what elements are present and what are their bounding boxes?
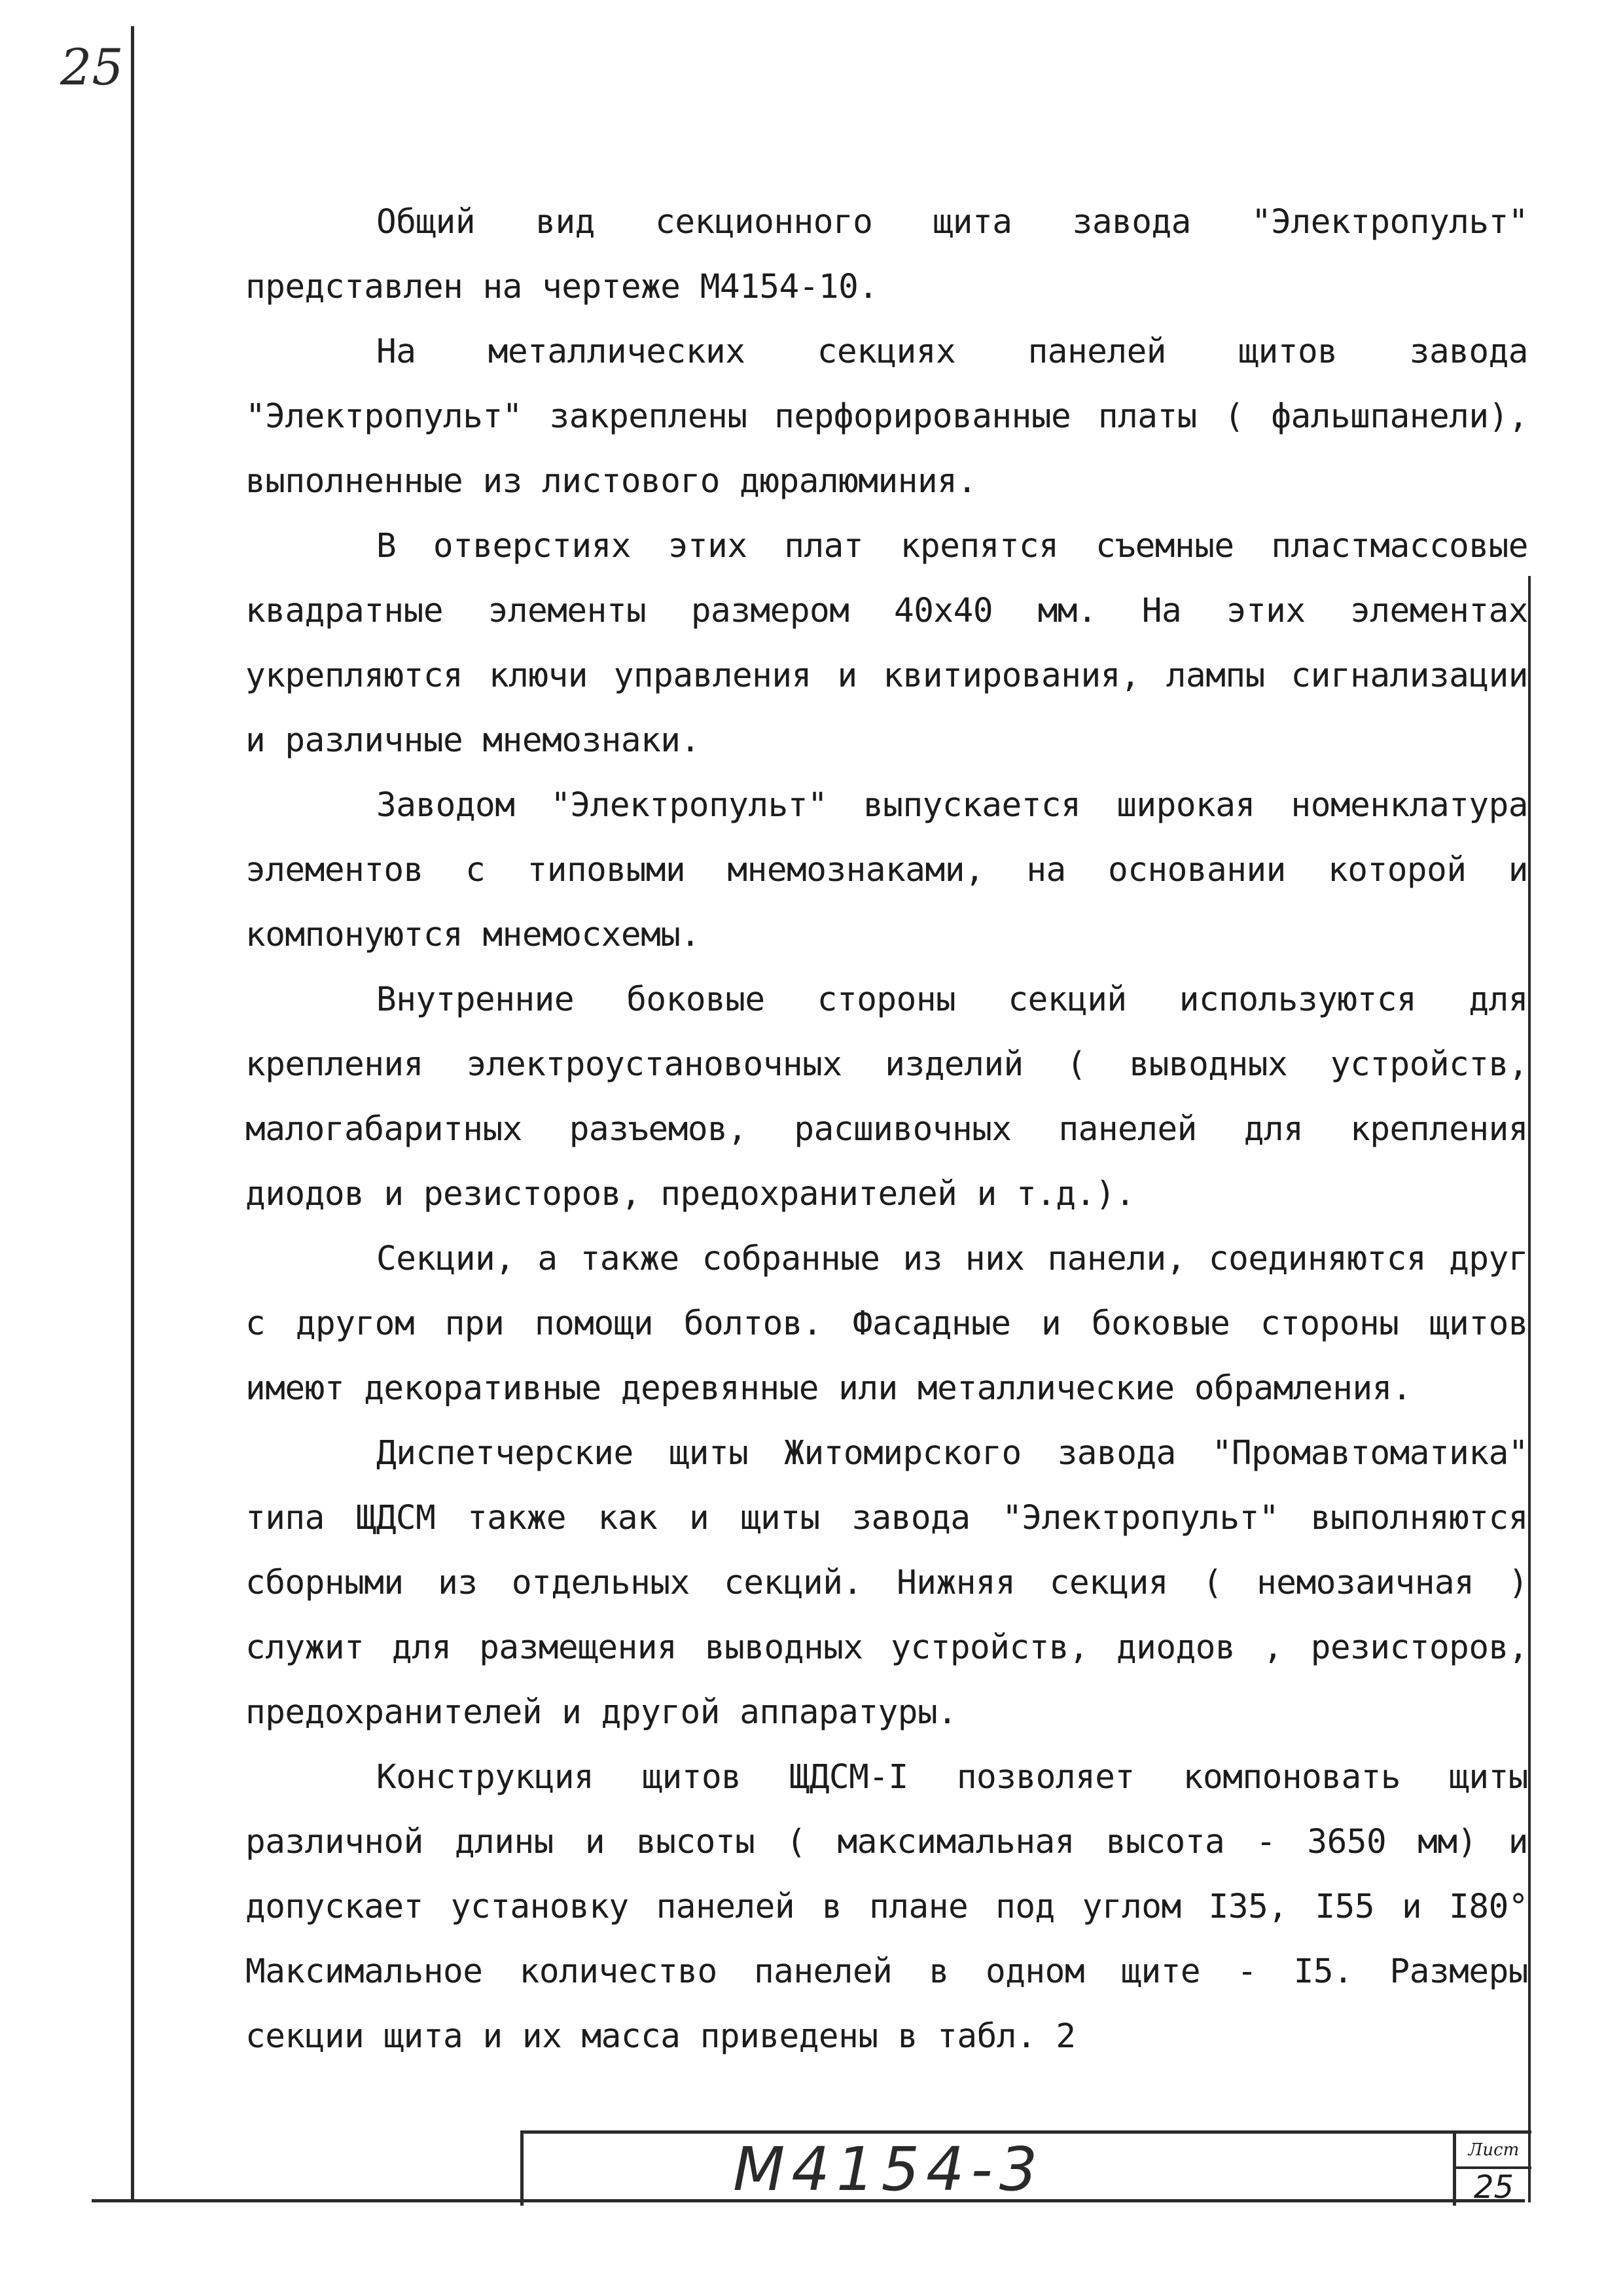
sheet-label: Лист: [1456, 2134, 1531, 2169]
sheet-number: 25: [1473, 2169, 1514, 2206]
right-frame-line: [1528, 576, 1531, 2202]
paragraph: Общий вид секционного щита завода "Электропульт" представлен на чертеже М4154-10.: [245, 203, 1528, 306]
paragraph: Заводом "Электропульт" выпускается широкая номенклатура элементов с типовыми мнемознаками, на основании которой и компонуются мнемосхемы.: [245, 786, 1528, 954]
paragraph: Диспетчерские щиты Житомирского завода "Промавтоматика" типа ЩДСМ также как и щиты завода "Электропульт" выполняются сборными из отдельных секций. Нижняя секция ( немозаичная ) служит для размещения выводных устройств, диодов , резисторов, предохранителей и другой аппаратуры.: [245, 1434, 1528, 1732]
paragraph: Конструкция щитов ЩДСМ-I позволяет компоновать щиты различной длины и высоты ( максимальная высота - 3650 мм) и допускает установку панелей в плане под углом I35, I55 и I80° Максимальное количество панелей в одном щите - I5. Размеры секции щита и их масса приведены в табл. 2: [245, 1758, 1528, 2056]
title-block-stamp: [520, 2130, 1531, 2206]
sheet-cell: [1453, 2134, 1531, 2206]
paragraph: В отверстиях этих плат крепятся съемные пластмассовые квадратные элементы размером 40х40 мм. На этих элементах укрепляются ключи управления и квитирования, лампы сигнализации и различные мнемознаки.: [245, 527, 1528, 760]
corner-page-number: 25: [60, 38, 124, 96]
paragraph: Секции, а также собранные из них панели, соединяются друг с другом при помощи болтов. Фасадные и боковые стороны щитов имеют декоративные деревянные или металлические обрамления.: [245, 1240, 1528, 1408]
paragraph: Внутренние боковые стороны секций используются для крепления электроустановочных изделий ( выводных устройств, малогабаритных разъемов, расшивочных панелей для крепления диодов и резисторов, предохранителей и т.д.).: [245, 980, 1528, 1213]
document-code: М4154-3: [733, 2134, 1044, 2204]
paragraph: На металлических секциях панелей щитов завода "Электропульт" закреплены перфорированные платы ( фальшпанели), выполненные из листового дюралюминия.: [245, 332, 1528, 501]
left-margin-line: [131, 26, 134, 2202]
document-body: [245, 190, 1528, 2069]
